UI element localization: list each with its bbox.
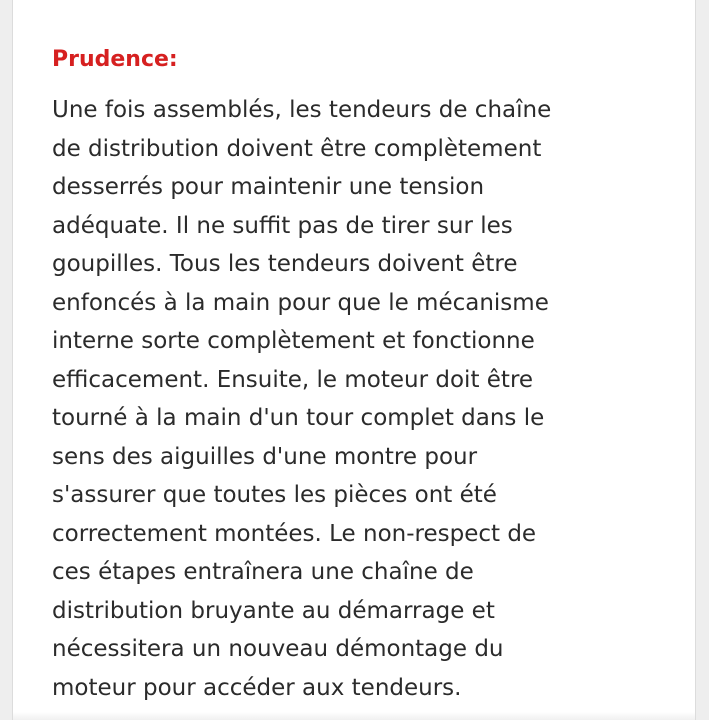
caution-card (12, 0, 696, 720)
paragraph-line: correctement montées. Le non-respect de (52, 520, 537, 547)
paragraph-line: de distribution doivent être complètement (52, 135, 542, 162)
paragraph-line: nécessitera un nouveau démontage du (52, 636, 504, 662)
paragraph-line: tourné à la main d'un tour complet dans le (52, 405, 545, 431)
paragraph-line: s'assurer que toutes les pièces ont été (52, 482, 497, 508)
paragraph-line: adéquate. Il ne suffit pas de tirer sur les (52, 212, 513, 239)
paragraph-line: interne sorte complètement et fonctionne (52, 328, 535, 354)
caution-heading: Prudence: (52, 47, 178, 72)
caution-paragraph (52, 91, 662, 707)
paragraph-line: enfoncés à la main pour que le mécanisme (52, 289, 549, 316)
paragraph-line: goupilles. Tous les tendeurs doivent être (52, 251, 518, 277)
paragraph-line: distribution bruyante au démarrage et (52, 597, 495, 624)
paragraph-line: ces étapes entraînera une chaîne de (52, 559, 474, 585)
bottom-shadow (13, 712, 695, 720)
paragraph-line: desserrés pour maintenir une tension (52, 174, 485, 200)
paragraph-line: efficacement. Ensuite, le moteur doit être (52, 366, 534, 393)
paragraph-line: moteur pour accéder aux tendeurs. (52, 674, 462, 701)
paragraph-line: sens des aiguilles d'une montre pour (52, 443, 478, 470)
paragraph-line: Une fois assemblés, les tendeurs de chaîne (52, 97, 552, 123)
